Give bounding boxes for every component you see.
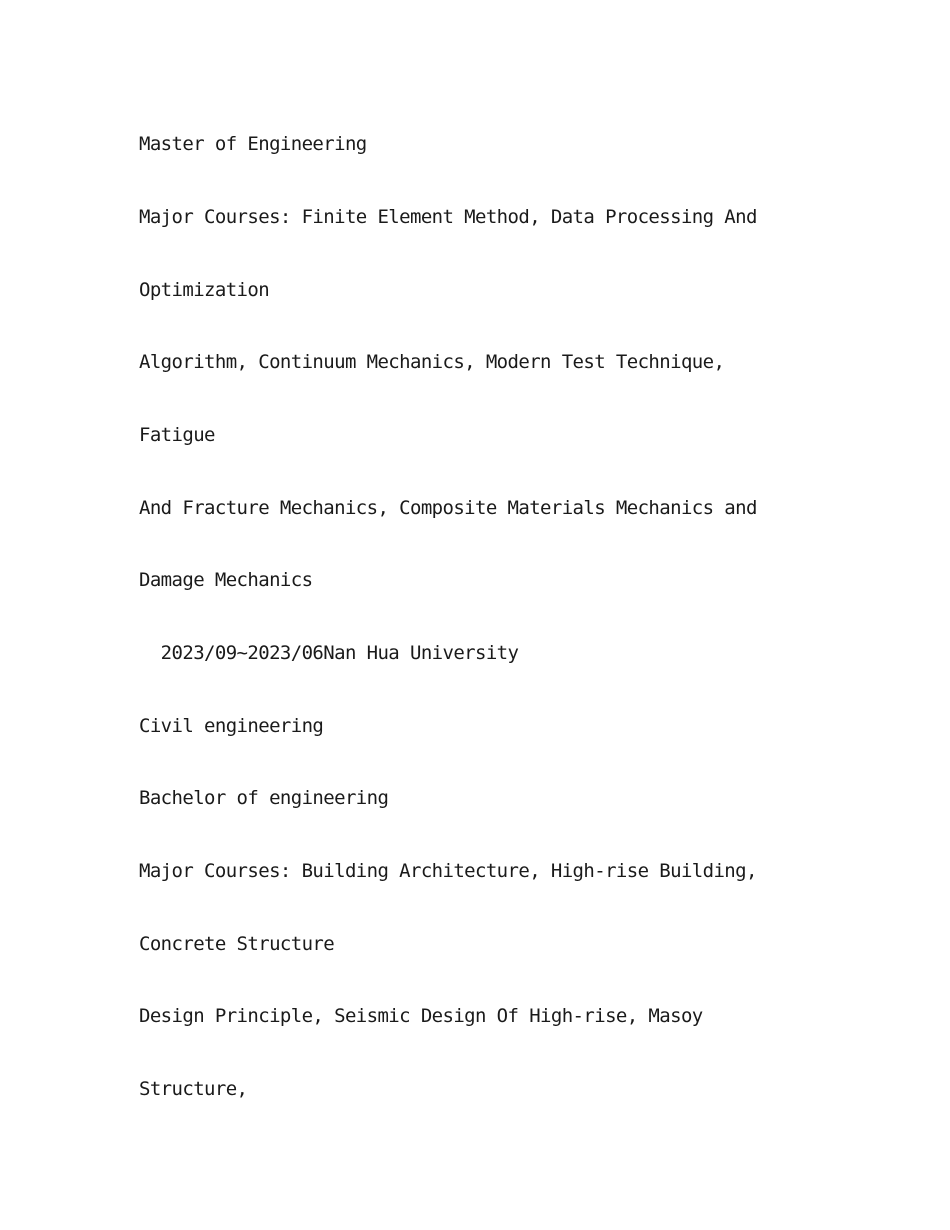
education-period-university: 2023/09~2023/06Nan Hua University: [139, 642, 519, 664]
bachelor-courses-line-2: Concrete Structure: [139, 933, 335, 955]
bachelor-courses-line-1: Major Courses: Building Architecture, High-rise Building,: [139, 860, 757, 882]
degree-master: Master of Engineering: [139, 133, 367, 155]
master-courses-line-2: Optimization: [139, 279, 270, 301]
master-courses-line-6: Damage Mechanics: [139, 569, 313, 591]
master-courses-line-4: Fatigue: [139, 424, 215, 446]
master-courses-line-5: And Fracture Mechanics, Composite Materials Mechanics and: [139, 497, 757, 519]
major-civil-engineering: Civil engineering: [139, 715, 324, 737]
master-courses-line-1: Major Courses: Finite Element Method, Data Processing And: [139, 206, 757, 228]
bachelor-courses-line-3: Design Principle, Seismic Design Of High-rise, Masoy: [139, 1005, 703, 1027]
bachelor-courses-line-4: Structure,: [139, 1078, 248, 1100]
master-courses-line-3: Algorithm, Continuum Mechanics, Modern Test Technique,: [139, 351, 725, 373]
degree-bachelor: Bachelor of engineering: [139, 787, 389, 809]
